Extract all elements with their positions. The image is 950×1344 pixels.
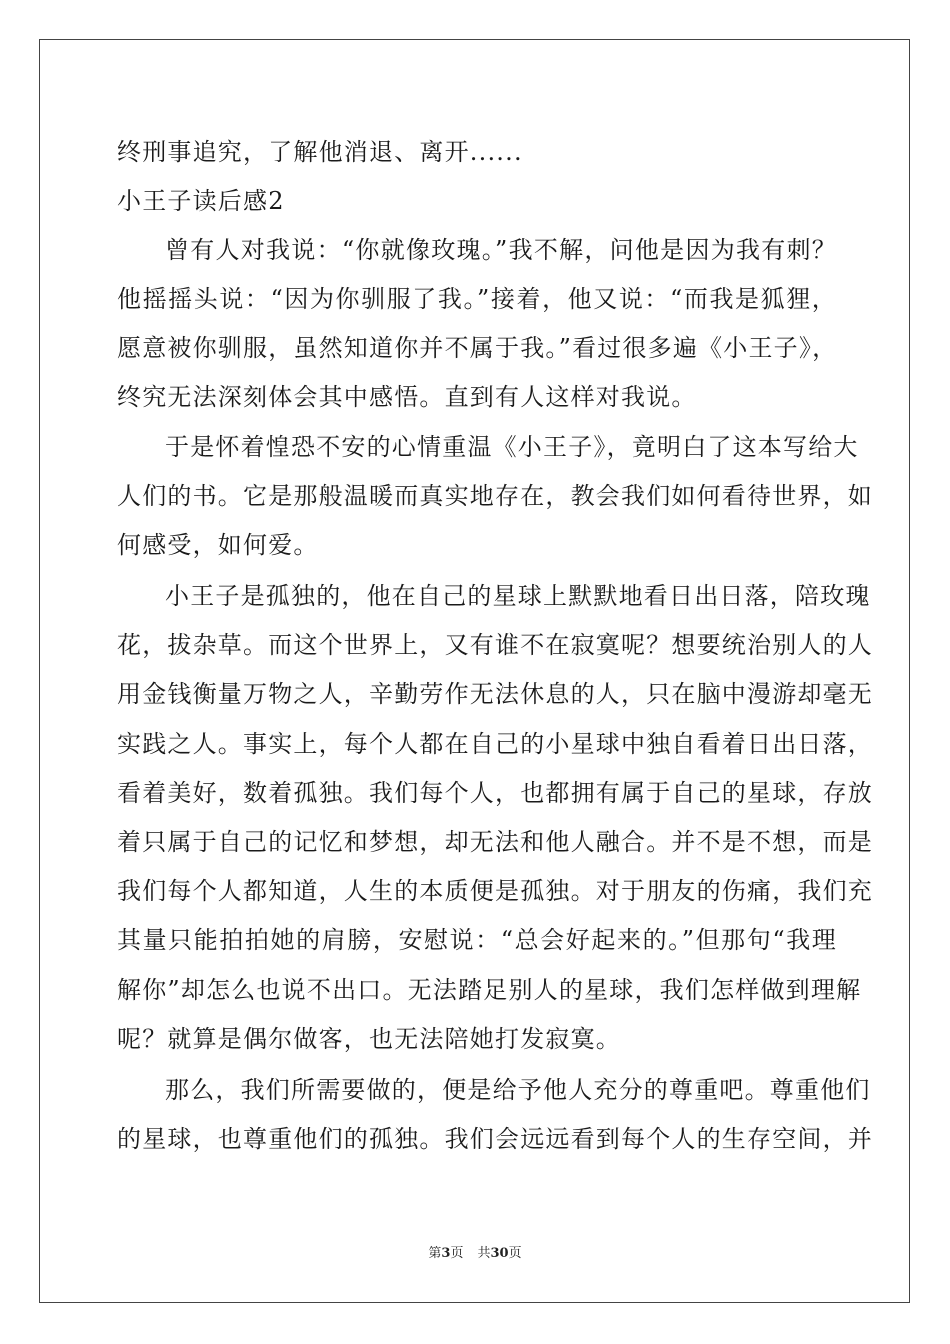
page-border [39,39,910,1303]
text-line: 解你”却怎么也说不出口。无法踏足别人的星球，我们怎样做到理解 [117,976,862,1004]
text-line: 看着美好，数着孤独。我们每个人，也都拥有属于自己的星球，存放 [117,779,873,807]
text-line: 人们的书。它是那般温暖而真实地存在，教会我们如何看待世界，如 [117,482,873,510]
text-line: 终刑事追究，了解他消退、离开...... [117,138,523,166]
total-prefix: 共 [477,1246,491,1261]
text-line: 着只属于自己的记忆和梦想，却无法和他人融合。并不是不想，而是 [117,828,873,856]
text-line: 何感受，如何爱。 [117,531,319,559]
page-footer [0,1246,950,1262]
text-line: 于是怀着惶恐不安的心情重温《小王子》，竟明白了这本写给大 [165,433,859,461]
page-prefix: 第 [428,1246,442,1261]
total-suffix: 页 [508,1246,522,1261]
text-line: 呢？就算是偶尔做客，也无法陪她打发寂寞。 [117,1025,621,1053]
text-line: 的星球，也尊重他们的孤独。我们会远远看到每个人的生存空间，并 [117,1125,873,1153]
text-line: 花，拔杂草。而这个世界上，又有谁不在寂寞呢？想要统治别人的人 [117,631,873,659]
text-line: 实践之人。事实上，每个人都在自己的小星球中独自看着日出日落， [117,730,873,758]
text-line: 我们每个人都知道，人生的本质便是孤独。对于朋友的伤痛，我们充 [117,877,873,905]
text-line: 用金钱衡量万物之人，辛勤劳作无法休息的人，只在脑中漫游却毫无 [117,680,873,708]
text-line: 曾有人对我说：“你就像玫瑰。”我不解，问他是因为我有刺？ [165,236,837,264]
text-line: 其量只能拍拍她的肩膀，安慰说：“总会好起来的。”但那句“我理 [117,926,837,954]
text-line: 愿意被你驯服，虽然知道你并不属于我。”看过很多遍《小王子》， [117,334,838,362]
section-heading: 小王子读后感2 [117,187,285,215]
total-pages: 30 [490,1246,509,1261]
text-line: 那么，我们所需要做的，便是给予他人充分的尊重吧。尊重他们 [165,1076,871,1104]
text-line: 终究无法深刻体会其中感悟。直到有人这样对我说。 [117,383,697,411]
text-line: 小王子是孤独的，他在自己的星球上默默地看日出日落，陪玫瑰 [165,582,871,610]
text-line: 他摇摇头说：“因为你驯服了我。”接着，他又说：“而我是狐狸， [117,285,837,313]
page-suffix: 页 [450,1246,464,1261]
page-number: 3 [441,1246,451,1261]
